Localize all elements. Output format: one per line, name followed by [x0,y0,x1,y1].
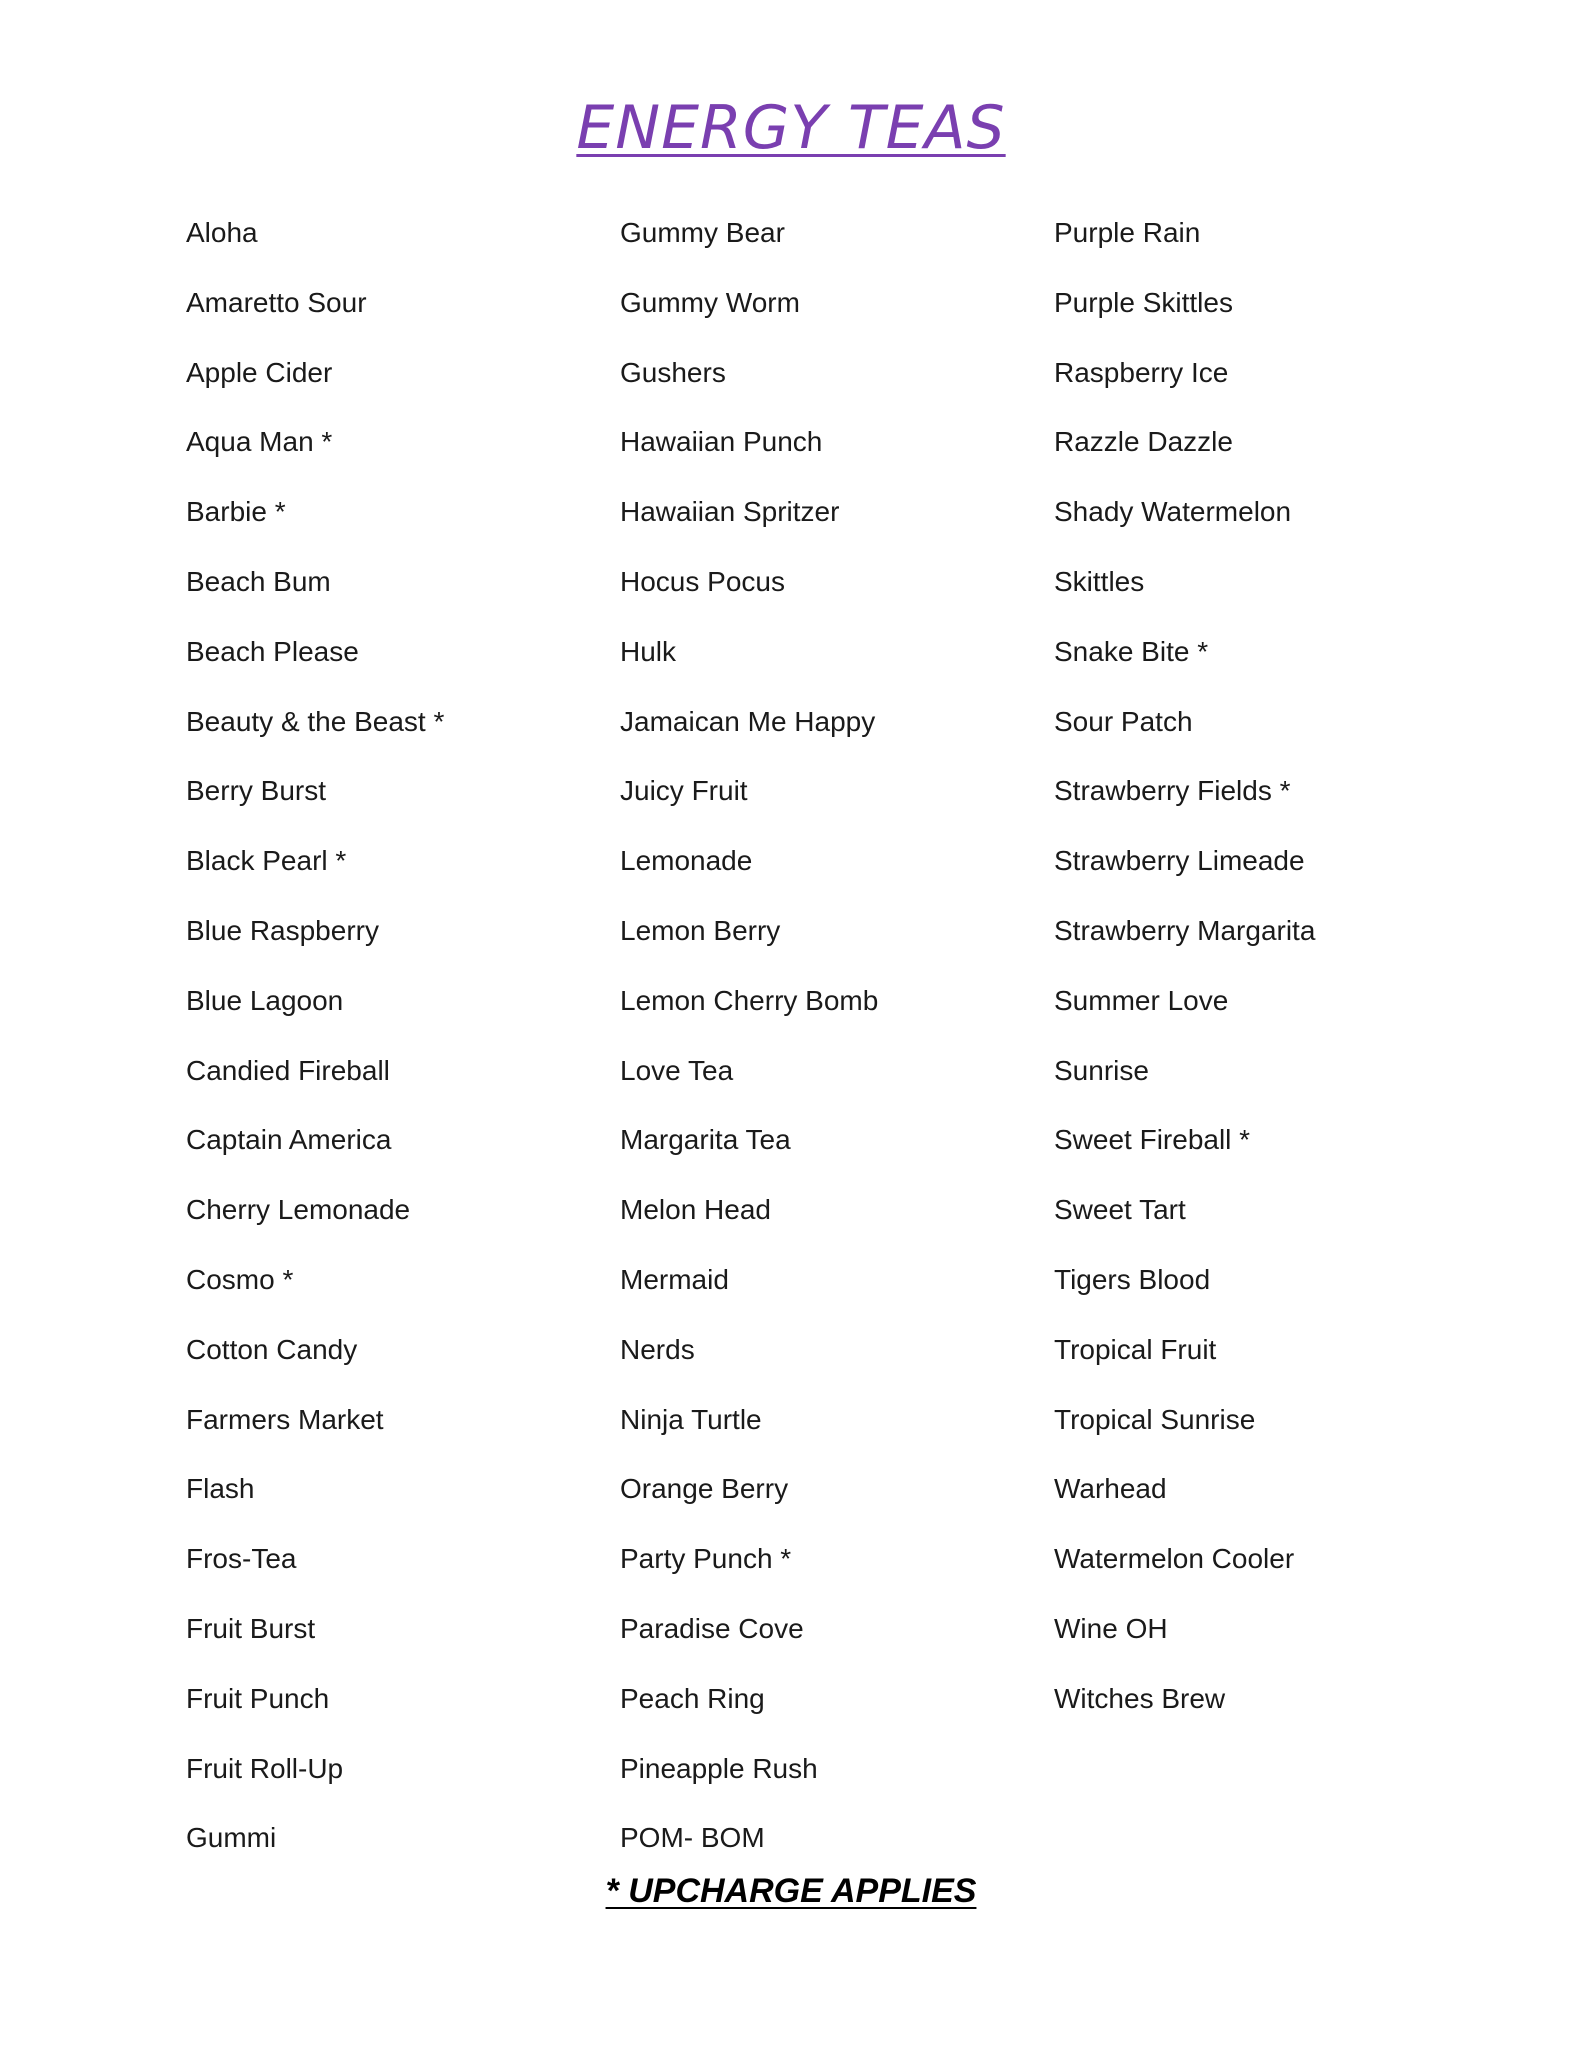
tea-item: Strawberry Margarita [1054,914,1316,946]
tea-item: Blue Raspberry [186,914,379,946]
tea-item: Fros-Tea [186,1543,297,1575]
tea-item: Cosmo * [186,1263,294,1295]
tea-item: Captain America [186,1124,392,1156]
tea-item: Tropical Fruit [1054,1333,1217,1365]
tea-item: Beach Please [186,635,359,667]
tea-item: Sweet Tart [1054,1194,1186,1226]
tea-item: Strawberry Fields * [1054,775,1291,807]
tea-item: Tigers Blood [1054,1263,1211,1295]
tea-item: Sour Patch [1054,705,1193,737]
tea-item: Tropical Sunrise [1054,1403,1256,1435]
tea-column-3 [1054,203,1315,1739]
tea-item: Lemon Berry [620,914,781,946]
tea-item: Candied Fireball [186,1054,390,1086]
tea-item: Watermelon Cooler [1054,1543,1295,1575]
tea-item: Beauty & the Beast * [186,705,445,737]
tea-item: Ninja Turtle [620,1403,762,1435]
tea-item: Hulk [620,635,677,667]
tea-item: Farmers Market [186,1403,384,1435]
tea-item: Margarita Tea [620,1124,791,1156]
tea-item: Gushers [620,356,726,388]
tea-item: POM- BOM [620,1822,765,1854]
tea-item: Nerds [620,1333,695,1365]
tea-item: Barbie * [186,496,286,528]
tea-item: Fruit Burst [186,1612,316,1644]
tea-item: Juicy Fruit [620,775,748,807]
tea-item: Party Punch * [620,1543,792,1575]
tea-item: Beach Bum [186,565,331,597]
tea-item: Purple Skittles [1054,286,1233,318]
tea-item: Gummi [186,1822,277,1854]
tea-item: Gummy Worm [620,286,800,318]
tea-item: Skittles [1054,565,1145,597]
tea-list [0,203,1582,1863]
tea-item: Fruit Punch [186,1682,330,1714]
tea-item: Hawaiian Punch [620,426,823,458]
tea-item: Razzle Dazzle [1054,426,1233,458]
page-title: ENERGY TEAS [576,93,1006,163]
tea-item: Pineapple Rush [620,1752,818,1784]
tea-item: Melon Head [620,1194,771,1226]
tea-item: Purple Rain [1054,217,1201,248]
tea-item: Lemonade [620,845,753,877]
tea-item: Blue Lagoon [186,984,344,1016]
tea-item: Cherry Lemonade [186,1194,411,1226]
tea-column-1 [186,203,444,1878]
tea-item: Cotton Candy [186,1333,358,1365]
tea-item: Mermaid [620,1263,729,1295]
tea-item: Jamaican Me Happy [620,705,876,737]
tea-item: Peach Ring [620,1682,765,1714]
tea-item: Sunrise [1054,1054,1149,1086]
tea-item: Amaretto Sour [186,286,367,318]
tea-item: Gummy Bear [620,217,785,248]
tea-item: Strawberry Limeade [1054,845,1305,877]
tea-item: Paradise Cove [620,1612,804,1644]
upcharge-footnote: * UPCHARGE APPLIES [605,1872,977,1910]
tea-item: Aloha [186,217,258,248]
tea-item: Flash [186,1473,255,1505]
tea-item: Orange Berry [620,1473,789,1505]
tea-item: Fruit Roll-Up [186,1752,344,1784]
tea-item: Aqua Man * [186,426,333,458]
tea-item: Hocus Pocus [620,565,785,597]
tea-item: Berry Burst [186,775,327,807]
tea-item: Snake Bite * [1054,635,1209,667]
tea-column-2 [620,203,878,1878]
tea-item: Witches Brew [1054,1682,1226,1714]
tea-item: Warhead [1054,1473,1167,1505]
tea-item: Apple Cider [186,356,333,388]
tea-item: Sweet Fireball * [1054,1124,1251,1156]
tea-item: Summer Love [1054,984,1229,1016]
tea-item: Raspberry Ice [1054,356,1229,388]
tea-item: Love Tea [620,1054,734,1086]
tea-item: Hawaiian Spritzer [620,496,840,528]
tea-item: Lemon Cherry Bomb [620,984,879,1016]
tea-item: Shady Watermelon [1054,496,1292,528]
tea-item: Wine OH [1054,1612,1168,1644]
tea-item: Black Pearl * [186,845,347,877]
